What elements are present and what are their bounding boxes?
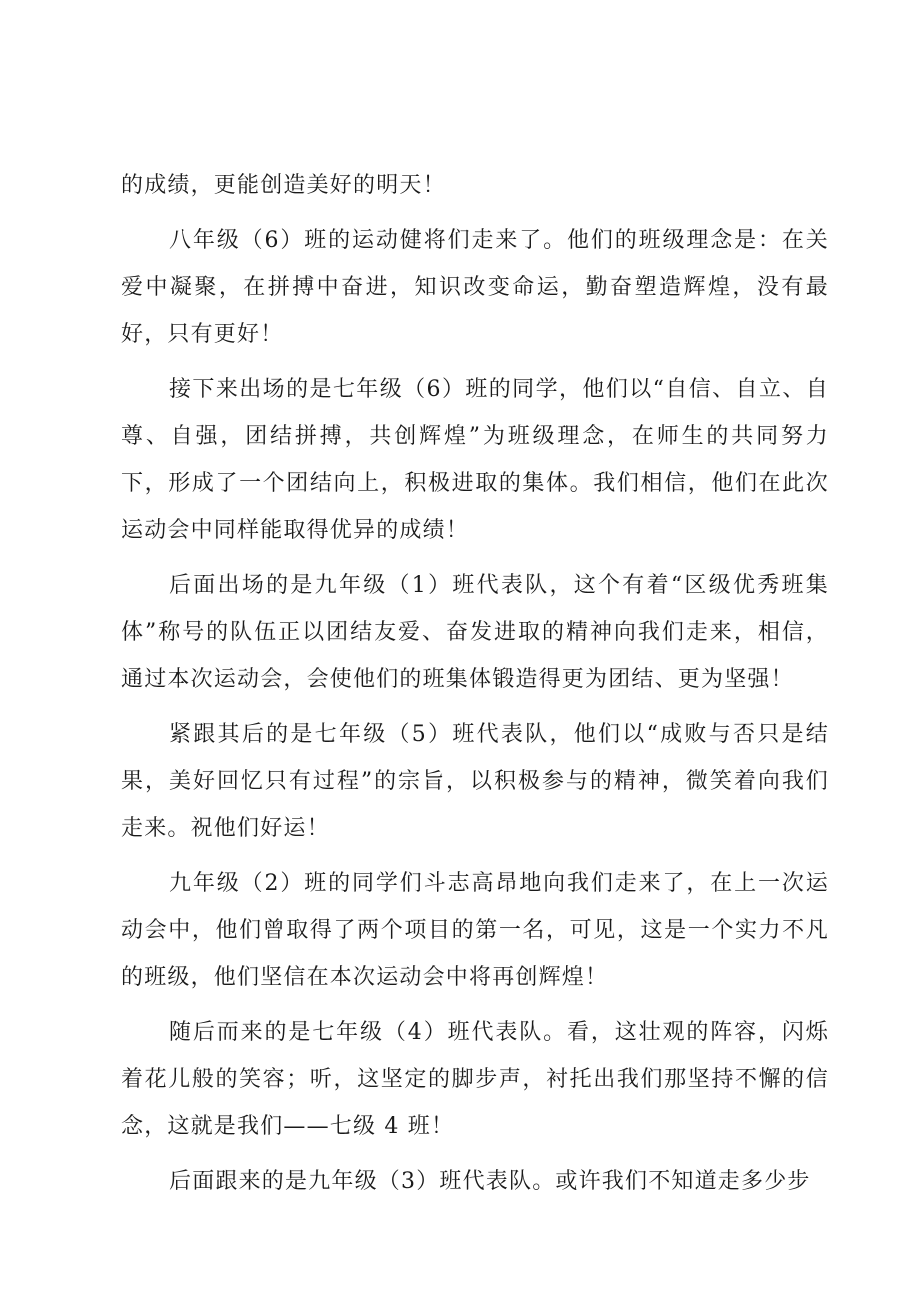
document-body bbox=[121, 162, 829, 1205]
paragraph-class-7-6: 接下来出场的是七年级（6）班的同学，他们以“自信、自立、自尊、自强，团结拼搏，共创辉煌”为班级理念，在师生的共同努力下，形成了一个团结向上，积极进取的集体。我们相信，他们在此次运动会中同样能取得优异的成绩！ bbox=[121, 377, 829, 543]
paragraph-class-8-6: 八年级（6）班的运动健将们走来了。他们的班级理念是：在关爱中凝聚，在拼搏中奋进，知识改变命运，勤奋塑造辉煌，没有最好，只有更好！ bbox=[121, 228, 829, 347]
paragraph-continuation: 的成绩，更能创造美好的明天！ bbox=[121, 173, 446, 198]
paragraph-class-7-5: 紧跟其后的是七年级（5）班代表队，他们以“成败与否只是结果，美好回忆只有过程”的宗旨，以积极参与的精神，微笑着向我们走来。祝他们好运！ bbox=[121, 722, 829, 841]
paragraph-class-9-1: 后面出场的是九年级（1）班代表队，这个有着“区级优秀班集体”称号的队伍正以团结友爱、奋发进取的精神向我们走来，相信，通过本次运动会，会使他们的班集体锻造得更为团结、更为坚强！ bbox=[121, 573, 829, 692]
paragraph-class-9-3: 后面跟来的是九年级（3）班代表队。或许我们不知道走多少步 bbox=[169, 1169, 811, 1194]
paragraph-class-7-4: 随后而来的是七年级（4）班代表队。看，这壮观的阵容，闪烁着花儿般的笑容；听，这坚定的脚步声，衬托出我们那坚持不懈的信念，这就是我们——七级 4 班！ bbox=[121, 1020, 829, 1139]
paragraph-class-9-2: 九年级（2）班的同学们斗志高昂地向我们走来了，在上一次运动会中，他们曾取得了两个项目的第一名，可见，这是一个实力不凡的班级，他们坚信在本次运动会中将再创辉煌！ bbox=[121, 871, 829, 990]
